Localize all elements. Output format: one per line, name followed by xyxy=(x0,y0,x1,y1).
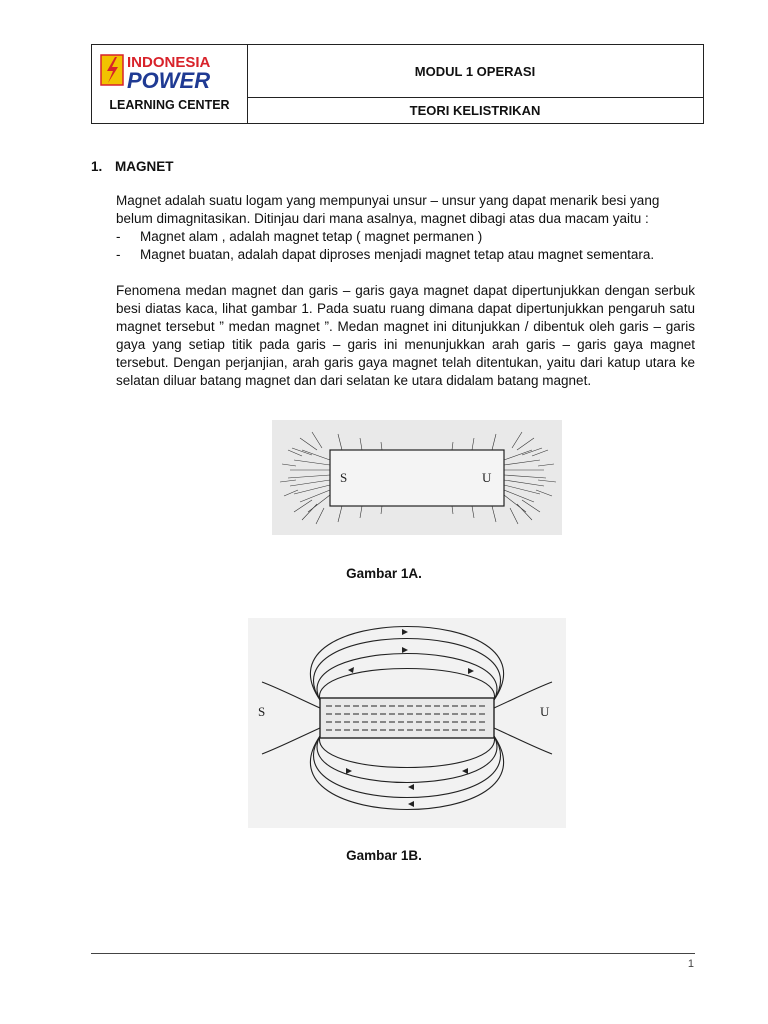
section-number: 1. xyxy=(91,159,103,174)
paragraph-intro xyxy=(116,192,695,228)
document-header xyxy=(91,44,704,124)
page-number: 1 xyxy=(687,958,694,970)
paragraph-phenomenon: Fenomena medan magnet dan garis – garis gaya magnet dapat dipertunjukkan dengan serbuk besi diatas kaca, lihat gambar 1. Pada suatu ruang dimana dapat dipertunjukkan pengaruh satu magnet tersebut ” medan magnet ”. Medan magnet ini ditunjukkan / dibentuk oleh garis – garis gaya yang setiap titik pada garis – garis ini menunjukkan arah garis – garis gaya magnet tersebut. Dengan perjanjian, arah garis gaya magnet telah ditentukan, yaitu dari katup utara ke selatan diluar batang magnet dan dari selatan ke utara didalam batang magnet. xyxy=(116,283,695,388)
figure-1b-caption: Gambar 1B. xyxy=(346,848,422,863)
footer-rule xyxy=(91,953,695,954)
bullet-text: Magnet buatan, adalah dapat diproses menjadi magnet tetap atau magnet sementara. xyxy=(140,247,655,262)
paragraph-intro-line1: Magnet adalah suatu logam yang mempunyai unsur – unsur yang dapat menarik besi yang xyxy=(116,193,660,208)
logo-text-power: POWER xyxy=(127,68,211,93)
bullet-text: Magnet alam , adalah magnet tetap ( magnet permanen ) xyxy=(140,229,483,244)
bullet-list xyxy=(116,228,695,264)
section-heading xyxy=(91,159,174,174)
subject-title: TEORI KELISTRIKAN xyxy=(409,102,541,118)
figure-1b-field-lines xyxy=(248,618,566,828)
indonesia-power-logo xyxy=(100,51,240,93)
logo-text-indonesia: INDONESIA xyxy=(127,54,211,71)
paragraph-intro-line2: belum dimagnitasikan. Ditinjau dari mana asalnya, magnet dibagi atas dua macam yaitu : xyxy=(116,211,649,226)
pole-label-right: U xyxy=(482,470,492,485)
figure-1a-iron-filings xyxy=(272,420,562,535)
learning-center-label: LEARNING CENTER xyxy=(109,98,230,112)
module-title: MODUL 1 OPERASI xyxy=(247,45,703,98)
bullet-dash: - xyxy=(116,229,121,244)
pole-label-left: S xyxy=(258,704,266,719)
figure-1a-caption: Gambar 1A. xyxy=(346,566,422,581)
header-logo-cell xyxy=(92,45,248,123)
bullet-dash: - xyxy=(116,247,121,262)
bar-magnet xyxy=(320,698,494,738)
pole-label-left: S xyxy=(340,470,348,485)
pole-label-right: U xyxy=(540,704,550,719)
section-title-text: MAGNET xyxy=(115,159,174,174)
bar-magnet xyxy=(330,450,504,506)
list-item xyxy=(116,228,695,246)
list-item xyxy=(116,246,695,264)
